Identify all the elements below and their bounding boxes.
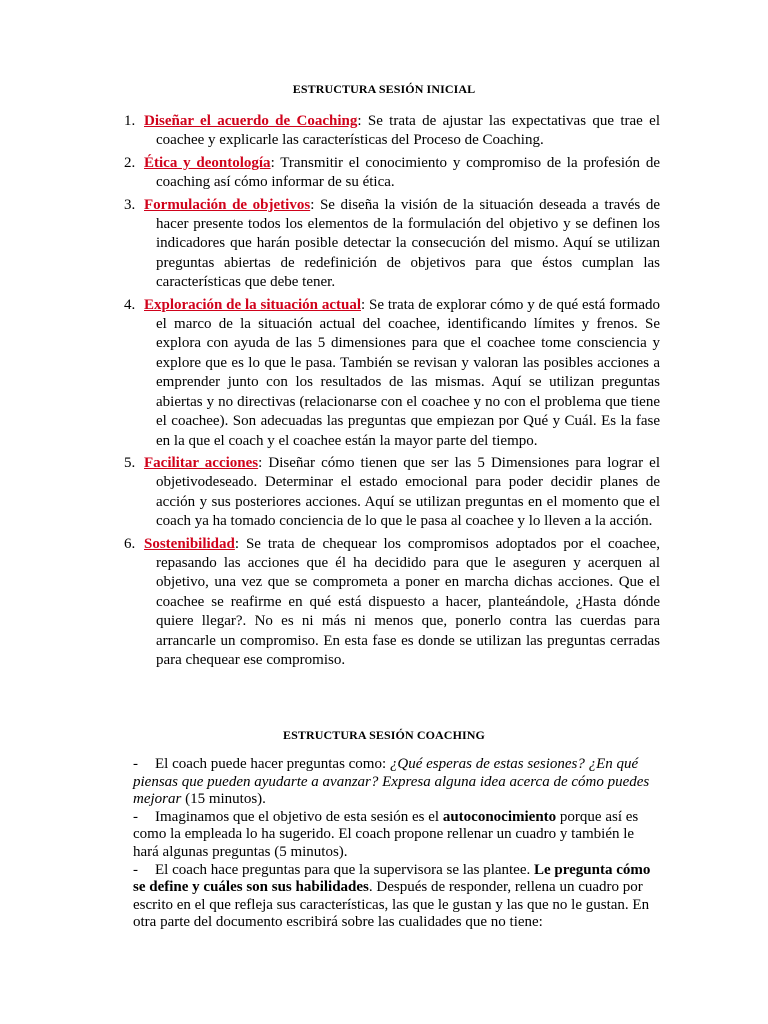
bullet-item — [133, 756, 661, 809]
bullet-text: . Después de responder, rellena un cuadro por escrito en el que refleja sus características, las que le gustan y las que no le gustan. En otra parte del documento escribirá sobre las cualidades que no tiene: — [133, 879, 650, 931]
item-text: : Diseñar cómo tienen que ser las 5 Dimensiones para lograr el objetivodeseado. Determinar el estado emocional para poder decidir planes de acción y sus posteriores acciones. Aquí se utilizan preguntas en el momento que el coach ya ha tomado conciencia de lo que le pasa al coachee y lo lleven a la acción. — [156, 454, 660, 530]
bullet-bold: autoconocimiento — [442, 808, 557, 825]
numbered-list — [104, 112, 660, 673]
item-number: 5. — [124, 454, 136, 471]
item-highlight: Diseñar el acuerdo de Coaching — [144, 113, 358, 129]
list-item — [104, 296, 660, 451]
bullet-bold: Le pregunta cómo se define y cuáles son sus habilidades — [133, 861, 651, 896]
item-number: 6. — [124, 535, 136, 552]
item-text: : Se diseña la visión de la situación deseada a través de hacer presente todos los elementos de la formulación del objetivo y se definen los indicadores que harán posible detectar la consecución del mismo. Aquí se utilizan preguntas abiertas de redefinición de objetivos para que éstos cumplan las características que debe tener. — [156, 196, 660, 291]
list-item — [104, 535, 660, 671]
list-item — [104, 454, 660, 532]
list-item — [104, 154, 660, 193]
bullet-italic: ¿Qué esperas de estas sesiones? ¿En qué piensas que pueden ayudarte a avanzar? Expresa alguna idea acerca de cómo puedes mejorar — [133, 756, 650, 808]
item-highlight: Facilitar acciones — [144, 454, 259, 471]
bullet-text: El coach hace preguntas para que la supervisora se las plantee. — [155, 861, 534, 878]
item-number: 3. — [124, 196, 136, 213]
item-highlight: Exploración de la situación actual — [144, 296, 361, 313]
item-number: 1. — [124, 113, 136, 129]
list-item — [104, 196, 660, 293]
section-heading-coaching: ESTRUCTURA SESIÓN COACHING — [283, 728, 485, 742]
bullet-dash: - — [133, 861, 138, 878]
item-text: : Se trata de chequear los compromisos adoptados por el coachee, repasando las acciones que él ha decidido para que le aseguren y acerquen al objetivo, una vez que se comprometa a poner en marcha dichas acciones. Que el coachee se reafirme en qué está dispuesto a hacer, planteándole, ¿Hasta dónde quiere llegar?. No es ni más ni menos que, ponerlo contra las cuerdas para arrancarle un compromiso. En esta fase es donde se utilizan las preguntas cerradas para chequear ese compromiso. — [156, 535, 660, 668]
bullet-dash: - — [133, 808, 138, 825]
item-number: 4. — [124, 296, 136, 313]
bullet-text: (15 minutos). — [181, 791, 266, 808]
bullet-text: Imaginamos que el objetivo de esta sesión es el — [155, 808, 443, 825]
item-text: : Se trata de explorar cómo y de qué está formado el marco de la situación actual del coachee, identificando límites y frenos. Se explora con ayuda de las 5 dimensiones para que el coachee tome consciencia y explore que es lo que le pasa. También se revisan y valoran las posibles acciones a emprender junto con los resultados de las mismas. Aquí se utilizan preguntas abiertas y no directivas (relacionarse con el coachee y no con el problema que tiene el coachee). Son adecuadas las preguntas que empiezan por Qué y Cuál. Es la fase en la que el coach y el coachee están la mayor parte del tiempo. — [156, 296, 660, 449]
item-number: 2. — [124, 154, 136, 171]
item-text: : Transmitir el conocimiento y compromiso de la profesión de coaching así cómo informar de su ética. — [156, 154, 660, 191]
item-highlight: Formulación de objetivos — [144, 196, 311, 213]
bullet-item — [133, 809, 661, 862]
bullet-dash: - — [133, 756, 138, 772]
bullet-item — [133, 862, 661, 932]
item-highlight: Ética y deontología — [144, 154, 271, 171]
bullet-section — [133, 756, 661, 932]
item-highlight: Sostenibilidad — [144, 535, 235, 552]
bullet-text: El coach puede hacer preguntas como: — [155, 756, 390, 772]
item-text: : Se trata de ajustar las expectativas que trae el coachee y explicarle las características del Proceso de Coaching. — [156, 113, 660, 149]
bullet-text: porque así es como la empleada lo ha sugerido. El coach propone rellenar un cuadro y también le hará algunas preguntas (5 minutos). — [133, 808, 639, 860]
section-heading-inicial: ESTRUCTURA SESIÓN INICIAL — [292, 82, 476, 96]
list-item — [104, 112, 660, 151]
